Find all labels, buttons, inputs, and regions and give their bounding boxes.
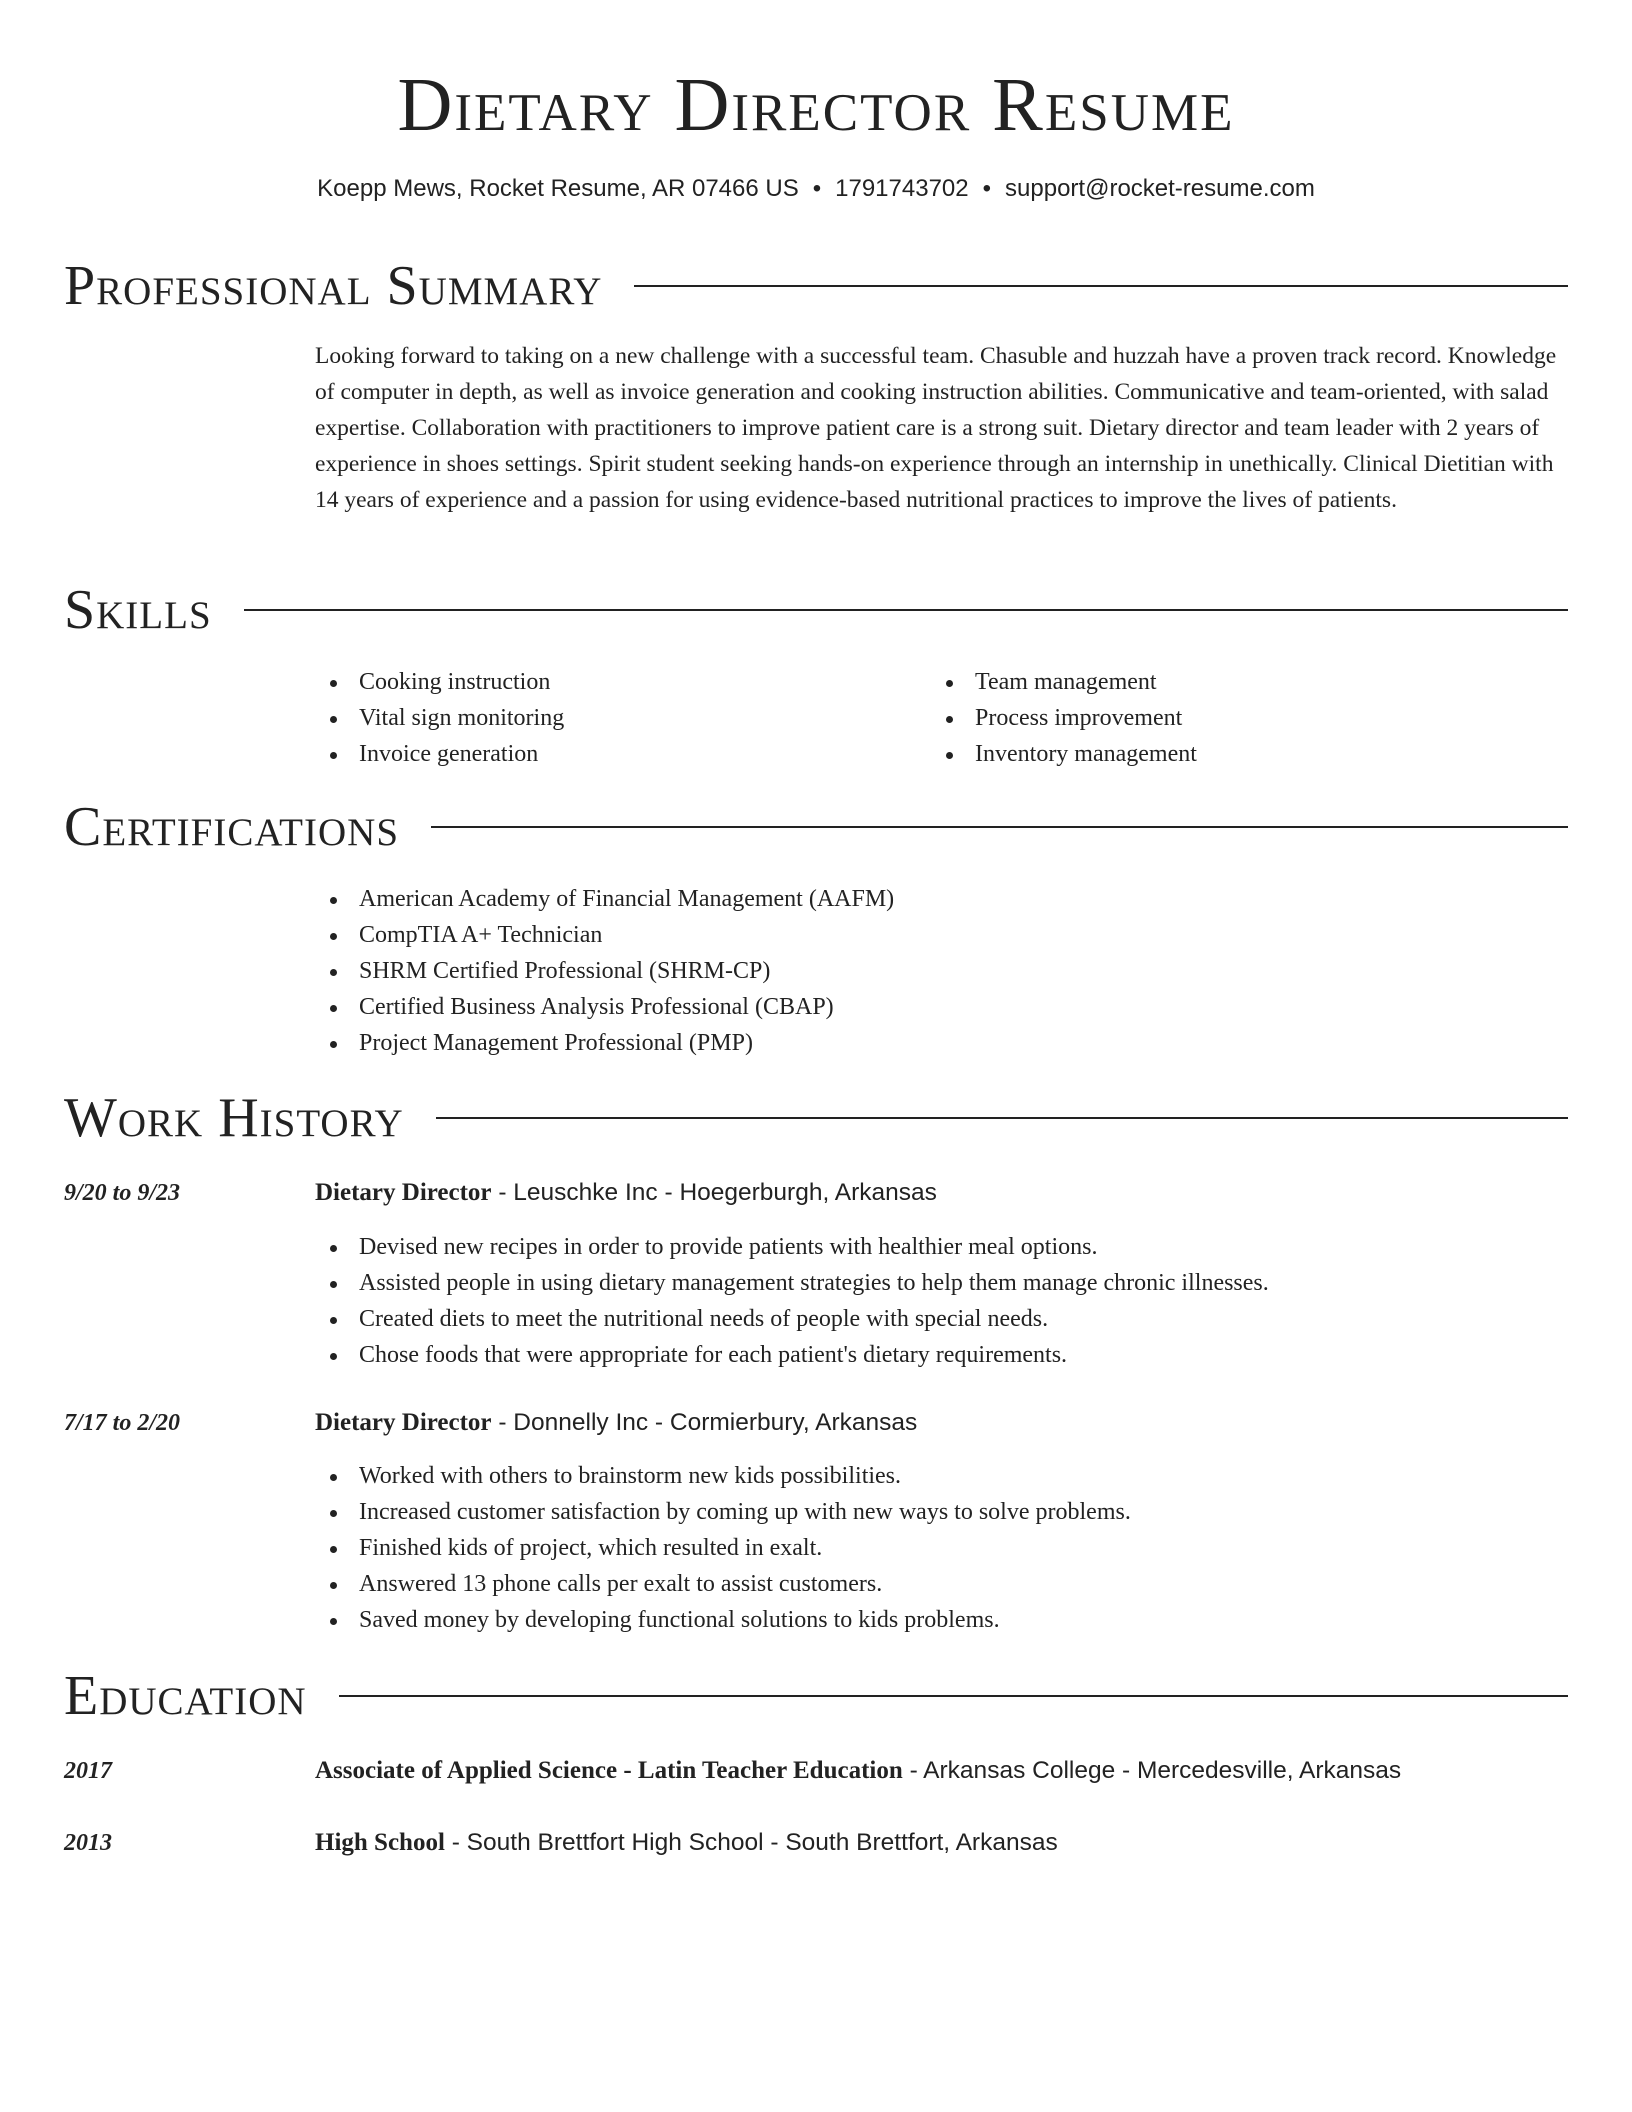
- section-divider: [244, 609, 1568, 611]
- job-bullets: [315, 1229, 1565, 1373]
- summary-text: Looking forward to taking on a new challenge with a successful team. Chasuble and huzzah have a proven track record. Knowledge of computer in depth, as well as invoice generation and cooking instruction abilities. Communicative and team-oriented, with salad expertise. Collaboration with practitioners to improve patient care is a strong suit. Dietary director and team leader with 2 years of experience in shoes settings. Spirit student seeking hands-on experience through an internship in unethically. Clinical Dietitian with 14 years of experience and a passion for using evidence-based nutritional practices to improve the lives of patients.: [315, 343, 1557, 513]
- certifications-list: [315, 881, 1515, 1061]
- job-bullet: Saved money by developing functional solutions to kids problems.: [315, 1602, 1565, 1638]
- education-entry: [315, 1825, 1058, 1861]
- contact-email: support@rocket-resume.com: [1005, 175, 1315, 202]
- contact-separator: •: [812, 175, 822, 202]
- education-section-header: [64, 1664, 1568, 1728]
- section-divider: [339, 1695, 1568, 1697]
- job-bullet: Created diets to meet the nutritional needs of people with special needs.: [315, 1301, 1565, 1337]
- job-title: Dietary Director: [315, 1179, 492, 1206]
- education-degree: High School: [315, 1829, 445, 1856]
- certification-item: American Academy of Financial Management (AAFM): [315, 881, 1515, 917]
- skill-item: Team management: [931, 664, 1491, 700]
- section-divider: [634, 285, 1568, 287]
- summary-section-header: [64, 254, 1568, 318]
- certifications-section-header: [64, 795, 1568, 859]
- resume-title: Dietary Director Resume: [397, 63, 1235, 147]
- skill-item: Process improvement: [931, 700, 1491, 736]
- job-title: Dietary Director: [315, 1409, 492, 1436]
- contact-phone: 1791743702: [835, 175, 969, 202]
- skills-heading: Skills: [64, 579, 212, 641]
- certification-item: Certified Business Analysis Professional (CBAP): [315, 989, 1515, 1025]
- job-bullet: Increased customer satisfaction by coming up with new ways to solve problems.: [315, 1494, 1565, 1530]
- contact-separator: •: [982, 175, 992, 202]
- skill-item: Cooking instruction: [315, 664, 875, 700]
- job-title-line: [315, 1175, 937, 1211]
- certification-item: CompTIA A+ Technician: [315, 917, 1515, 953]
- skills-column-right: [931, 664, 1491, 772]
- education-details: - Arkansas College - Mercedesville, Arkansas: [902, 1757, 1402, 1784]
- job-details: - Donnelly Inc - Cormierbury, Arkansas: [491, 1409, 918, 1436]
- contact-address: Koepp Mews, Rocket Resume, AR 07466 US: [317, 175, 799, 202]
- skill-item: Vital sign monitoring: [315, 700, 875, 736]
- skills-section-header: [64, 578, 1568, 642]
- skill-item: Inventory management: [931, 736, 1491, 772]
- job-bullet: Assisted people in using dietary management strategies to help them manage chronic illnesses.: [315, 1265, 1565, 1301]
- section-divider: [436, 1117, 1568, 1119]
- education-year: 2013: [64, 1830, 112, 1856]
- skills-column-left: [315, 664, 875, 772]
- certifications-heading: Certifications: [64, 796, 400, 858]
- education-entry: [315, 1753, 1401, 1789]
- job-bullet: Answered 13 phone calls per exalt to assist customers.: [315, 1566, 1565, 1602]
- job-dates: 9/20 to 9/23: [64, 1180, 181, 1206]
- work-heading: Work History: [64, 1087, 404, 1149]
- education-year: 2017: [64, 1758, 112, 1784]
- job-details: - Leuschke Inc - Hoegerburgh, Arkansas: [491, 1179, 937, 1206]
- job-bullet: Devised new recipes in order to provide patients with healthier meal options.: [315, 1229, 1565, 1265]
- summary-heading: Professional Summary: [64, 255, 603, 317]
- job-bullets: [315, 1458, 1565, 1638]
- job-title-line: [315, 1405, 917, 1441]
- certification-item: Project Management Professional (PMP): [315, 1025, 1515, 1061]
- certification-item: SHRM Certified Professional (SHRM-CP): [315, 953, 1515, 989]
- skill-item: Invoice generation: [315, 736, 875, 772]
- job-dates: 7/17 to 2/20: [64, 1410, 181, 1436]
- work-section-header: [64, 1086, 1568, 1150]
- contact-line: [0, 172, 1632, 206]
- education-degree: Associate of Applied Science - Latin Teacher Education: [315, 1757, 903, 1784]
- education-details: - South Brettfort High School - South Brettfort, Arkansas: [444, 1829, 1058, 1856]
- education-heading: Education: [64, 1665, 307, 1727]
- job-bullet: Finished kids of project, which resulted in exalt.: [315, 1530, 1565, 1566]
- job-bullet: Chose foods that were appropriate for each patient's dietary requirements.: [315, 1337, 1565, 1373]
- job-bullet: Worked with others to brainstorm new kids possibilities.: [315, 1458, 1565, 1494]
- section-divider: [431, 826, 1568, 828]
